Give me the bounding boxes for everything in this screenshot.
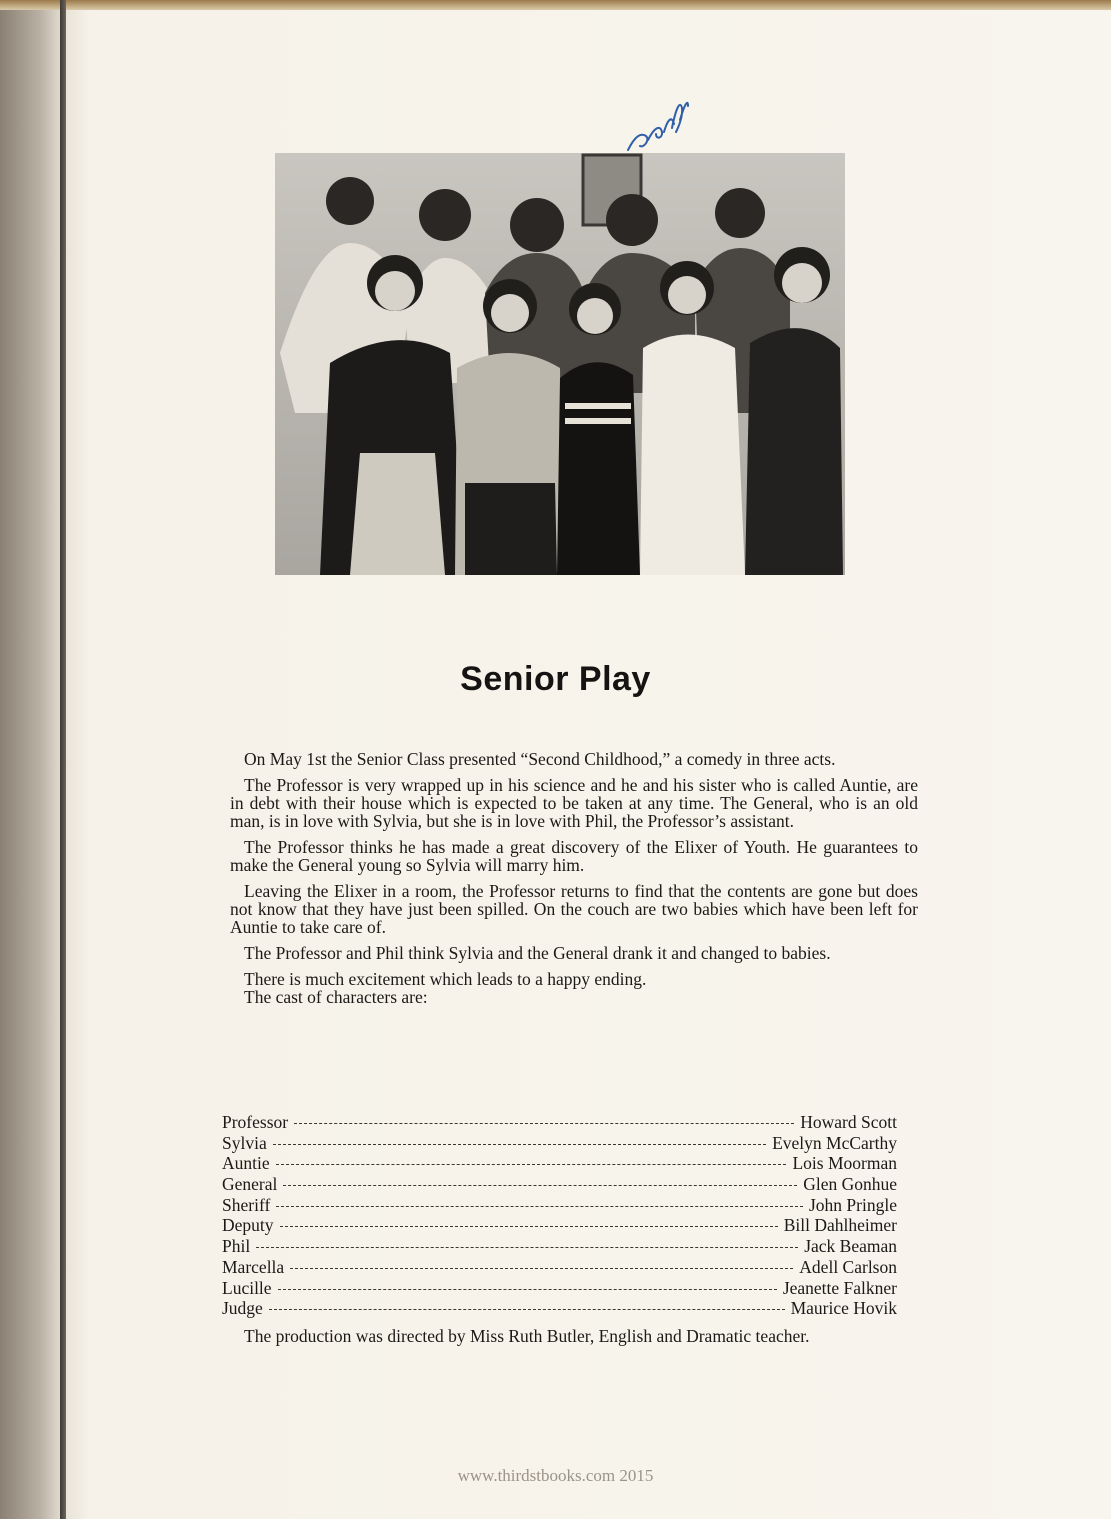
cast-row	[222, 1195, 897, 1216]
leader-dots	[276, 1206, 803, 1207]
footer-watermark: www.thirdstbooks.com 2015	[457, 1466, 654, 1485]
leader-dots	[290, 1268, 793, 1269]
cast-actor: Bill Dahlheimer	[783, 1215, 897, 1236]
cast-row	[222, 1278, 897, 1299]
paragraph: There is much excitement which leads to a happy ending.	[244, 969, 647, 989]
cast-row	[222, 1298, 897, 1319]
cast-actor: Howard Scott	[800, 1112, 897, 1132]
leader-dots	[294, 1123, 794, 1124]
cast-row	[222, 1153, 897, 1174]
paragraph: Leaving the Elixer in a room, the Professor returns to find that the contents are gone but does not know that they have just been spilled. On the couch are two babies which have been left for Auntie to take care of.	[230, 881, 918, 937]
leader-dots	[256, 1247, 798, 1248]
cast-role: Marcella	[222, 1256, 285, 1277]
cast-photo	[275, 153, 845, 575]
cast-actor: Jack Beaman	[804, 1236, 897, 1257]
cast-role: Sheriff	[222, 1194, 271, 1215]
cast-row	[222, 1112, 897, 1133]
cast-role: Phil	[222, 1236, 251, 1257]
cast-actor: Jeanette Falkner	[782, 1277, 897, 1298]
leader-dots	[280, 1226, 778, 1227]
handwritten-note	[620, 88, 690, 158]
cast-role: Judge	[222, 1298, 263, 1319]
leader-dots	[269, 1309, 785, 1310]
page-title: Senior Play	[460, 660, 651, 698]
paragraph: The production was directed by Miss Ruth Butler, English and Dramatic teacher.	[244, 1326, 810, 1346]
cast-actor: Maurice Hovik	[790, 1298, 897, 1319]
cast-row	[222, 1257, 897, 1278]
cast-row	[222, 1174, 897, 1195]
cast-row	[222, 1133, 897, 1154]
cast-role: Sylvia	[222, 1132, 267, 1153]
paragraph: The Professor and Phil think Sylvia and the General drank it and changed to babies.	[244, 943, 831, 963]
cast-actor: Evelyn McCarthy	[772, 1132, 897, 1153]
cast-actor: Adell Carlson	[799, 1256, 897, 1277]
cast-role: Professor	[222, 1112, 289, 1132]
closing-note	[230, 1327, 918, 1345]
book-gutter	[60, 0, 66, 1519]
cast-role: Auntie	[222, 1153, 270, 1174]
cast-role: Lucille	[222, 1277, 272, 1298]
article-body	[230, 750, 918, 1006]
cast-row	[222, 1236, 897, 1257]
cast-actor: Glen Gonhue	[803, 1174, 897, 1195]
cast-list	[222, 1112, 897, 1319]
cast-role: Deputy	[222, 1215, 274, 1236]
leader-dots	[276, 1164, 787, 1165]
cast-role: General	[222, 1174, 278, 1195]
paragraph: The Professor is very wrapped up in his science and he and his sister who is called Auntie, are in debt with their house which is expected to be taken at any time. The General, who is an old man, is in love with Sylvia, but she is in love with Phil, the Professor’s assistant.	[230, 775, 918, 831]
leader-dots	[273, 1144, 766, 1145]
page-top-edge	[0, 0, 1111, 10]
paragraph: The Professor thinks he has made a great discovery of the Elixer of Youth. He guarantees to make the General young so Sylvia will marry him.	[230, 837, 918, 875]
cast-actor: Lois Moorman	[792, 1153, 897, 1174]
paragraph: On May 1st the Senior Class presented “Second Childhood,” a comedy in three acts.	[244, 749, 836, 769]
cast-actor: John Pringle	[809, 1194, 897, 1215]
cast-row	[222, 1215, 897, 1236]
leader-dots	[283, 1185, 797, 1186]
leader-dots	[278, 1289, 777, 1290]
paragraph: The cast of characters are:	[244, 987, 428, 1007]
